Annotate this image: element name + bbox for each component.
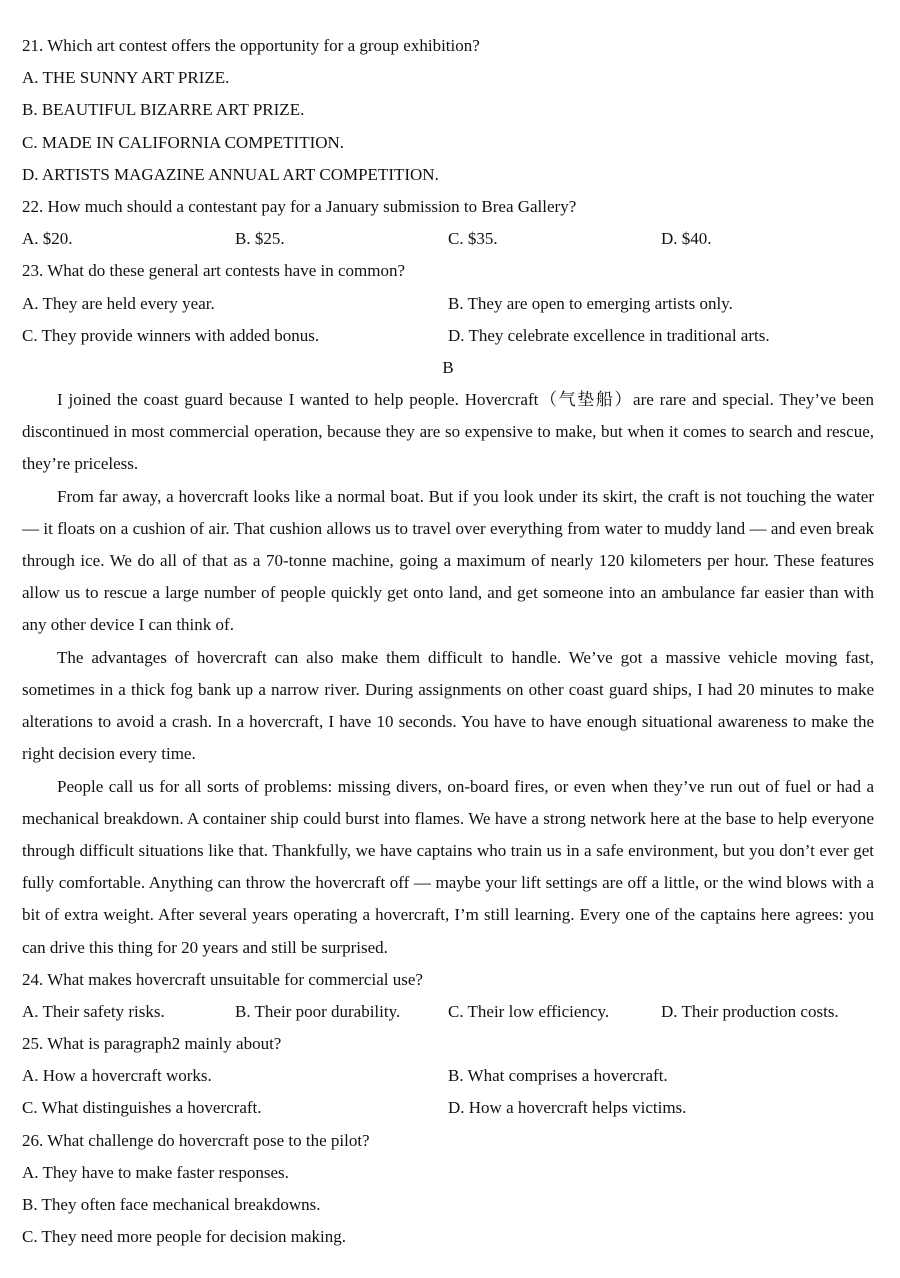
passage-paragraph-3: The advantages of hovercraft can also make them difficult to handle. We’ve got a massive vehicle moving fast, sometimes in a thick fog bank up a narrow river. During assignments on other coast guard ships, I had 20 minutes to make alterations to avoid a crash. In a hovercraft, I have 10 seconds. You have to have enough situational awareness to make the right decision every time. <box>22 647 874 764</box>
question-24-options <box>22 996 874 1028</box>
question-25-option-b: B. What comprises a hovercraft. <box>448 1066 668 1086</box>
question-24-option-a: A. Their safety risks. <box>22 1001 165 1021</box>
question-22-option-d: D. $40. <box>661 229 712 249</box>
passage-paragraph-2: From far away, a hovercraft looks like a normal boat. But if you look under its skirt, the craft is not touching the water — it floats on a cushion of air. That cushion allows us to travel over everything from water to muddy land — and even break through ice. We do all of that as a 70-tonne machine, going a maximum of nearly 120 kilometers per hour. These features allow us to rescue a large number of people quickly get onto land, and get someone into an ambulance far easier than with any other device I can think of. <box>22 486 874 635</box>
question-23-options-row-2 <box>22 320 874 352</box>
question-22-option-b: B. $25. <box>235 229 285 249</box>
question-23-option-d: D. They celebrate excellence in traditional arts. <box>448 325 770 345</box>
question-21-option-b: B. BEAUTIFUL BIZARRE ART PRIZE. <box>22 100 305 120</box>
question-24-stem: 24. What makes hovercraft unsuitable for commercial use? <box>22 969 423 989</box>
question-23-options-row-1 <box>22 288 874 320</box>
question-25-option-c: C. What distinguishes a hovercraft. <box>22 1098 262 1118</box>
question-26-stem: 26. What challenge do hovercraft pose to the pilot? <box>22 1130 370 1150</box>
question-22-option-a: A. $20. <box>22 229 73 249</box>
question-25-stem: 25. What is paragraph2 mainly about? <box>22 1034 282 1054</box>
question-21-option-c: C. MADE IN CALIFORNIA COMPETITION. <box>22 132 345 152</box>
question-24-option-d: D. Their production costs. <box>661 1001 839 1021</box>
exam-page <box>22 30 874 1253</box>
passage-paragraph-1: I joined the coast guard because I wanted to help people. Hovercraft（气垫船）are rare and special. They’ve been discontinued in most commercial operation, because they are so expensive to make, but when it comes to search and rescue, they’re priceless. <box>22 390 874 474</box>
question-23-option-a: A. They are held every year. <box>22 293 215 313</box>
question-22-option-c: C. $35. <box>448 229 498 249</box>
question-23-option-b: B. They are open to emerging artists only. <box>448 293 733 313</box>
question-25-option-a: A. How a hovercraft works. <box>22 1066 212 1086</box>
question-22-stem: 22. How much should a contestant pay for a January submission to Brea Gallery? <box>22 196 577 216</box>
question-21-stem: 21. Which art contest offers the opportunity for a group exhibition? <box>22 36 480 55</box>
question-24-option-c: C. Their low efficiency. <box>448 1001 610 1021</box>
passage-paragraph-4: People call us for all sorts of problems: missing divers, on-board fires, or even when they’ve run out of fuel or had a mechanical breakdown. A container ship could burst into flames. We have a strong network here at the base to help everyone through difficult situations like that. Thankfully, we have captains who train us in a safe environment, but you don’t ever get fully comfortable. Anything can throw the hovercraft off — maybe your lift settings are off a little, or the wind blows with a bit of extra weight. After several years operating a hovercraft, I’m still learning. Every one of the captains here agrees: you can drive this thing for 20 years and still be surprised. <box>22 776 874 957</box>
question-25-option-d: D. How a hovercraft helps victims. <box>448 1098 687 1118</box>
question-24-option-b: B. Their poor durability. <box>235 1001 401 1021</box>
section-label: B <box>442 357 454 377</box>
question-25-options-row-1 <box>22 1060 874 1092</box>
question-21-option-a: A. THE SUNNY ART PRIZE. <box>22 68 230 88</box>
question-26-option-b: B. They often face mechanical breakdowns. <box>22 1195 321 1215</box>
question-23-stem: 23. What do these general art contests have in common? <box>22 261 406 281</box>
question-26-option-c: C. They need more people for decision making. <box>22 1227 347 1247</box>
question-23-option-c: C. They provide winners with added bonus. <box>22 325 320 345</box>
question-26-option-a: A. They have to make faster responses. <box>22 1162 289 1182</box>
question-21-option-d: D. ARTISTS MAGAZINE ANNUAL ART COMPETITION. <box>22 164 439 184</box>
question-25-options-row-2 <box>22 1092 874 1124</box>
question-22-options <box>22 223 874 255</box>
